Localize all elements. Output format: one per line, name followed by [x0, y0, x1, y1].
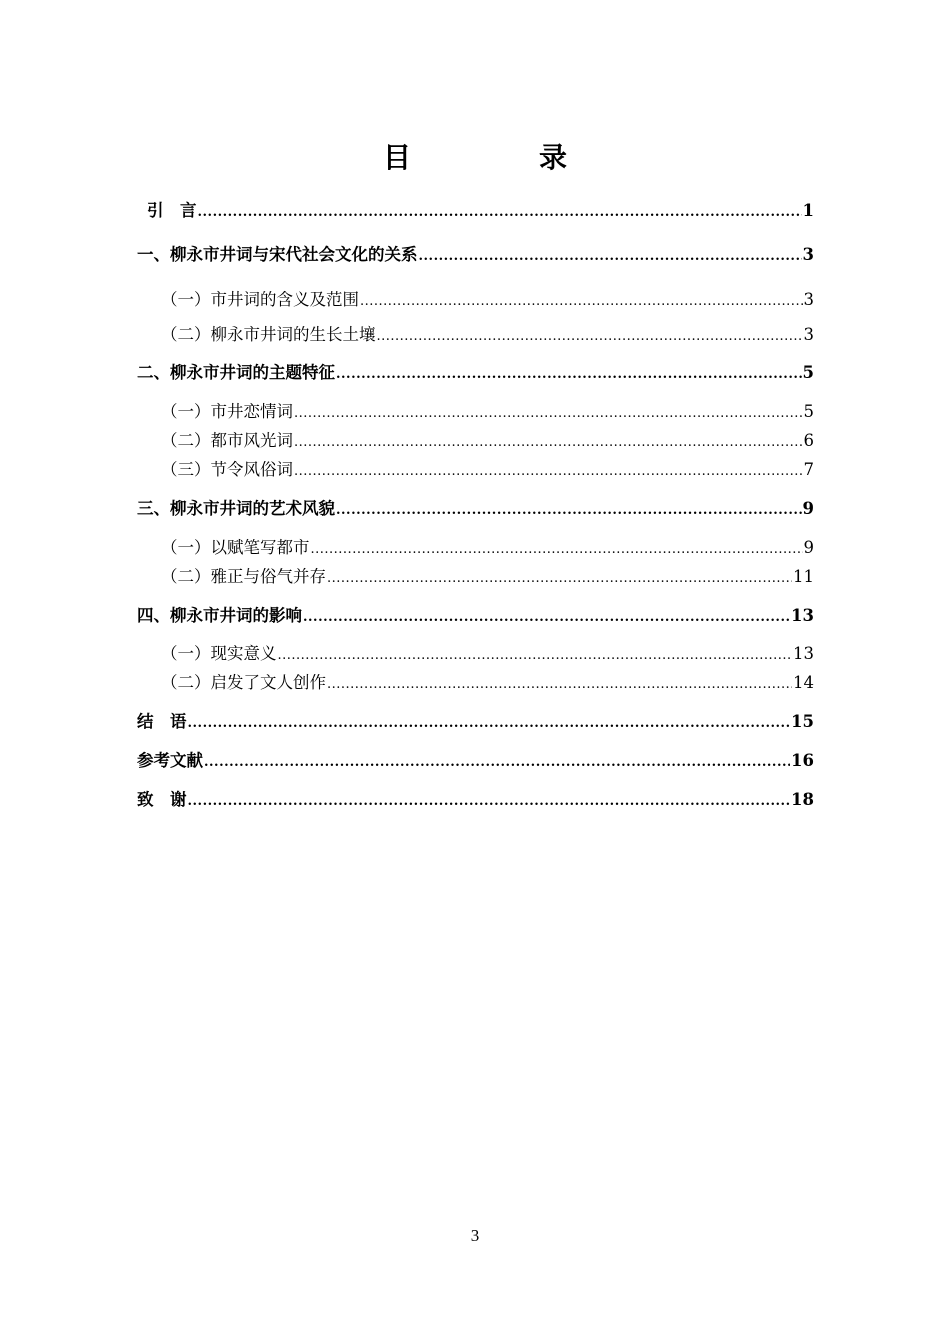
toc-entry-number: （一） — [161, 644, 211, 663]
toc-entry-chapter-2[interactable] — [137, 359, 814, 383]
toc-entry-label: 结 语 — [137, 712, 187, 731]
toc-leader-dots — [360, 294, 803, 309]
toc-leader-dots — [294, 406, 803, 421]
toc-entry-number: （二） — [161, 325, 211, 344]
toc-entry-label: 都市风光词 — [210, 431, 293, 450]
toc-entry-label: 现实意义 — [210, 644, 277, 663]
toc-entry-section-4-2[interactable] — [137, 669, 814, 693]
page-number: 3 — [470, 1226, 480, 1245]
toc-entry-section-1-2[interactable] — [137, 321, 814, 345]
toc-entry-label: 市井词的含义及范围 — [210, 290, 359, 309]
toc-entry-chapter-4[interactable] — [137, 602, 814, 626]
toc-page-number: 5 — [802, 363, 814, 382]
toc-page-number: 1 — [802, 201, 814, 220]
toc-leader-dots — [278, 648, 793, 663]
toc-entry-label: 以赋笔写都市 — [210, 538, 310, 557]
toc-entry-conclusion[interactable] — [137, 708, 814, 732]
toc-leader-dots — [204, 755, 790, 770]
toc-leader-dots — [188, 794, 791, 809]
toc-entry-references[interactable] — [137, 747, 814, 771]
toc-entry-label: 四、柳永市井词的影响 — [137, 606, 302, 625]
toc-page-number: 9 — [802, 499, 814, 518]
toc-leader-dots — [294, 435, 803, 450]
toc-leader-dots — [294, 464, 803, 479]
toc-leader-dots — [336, 503, 802, 518]
toc-entry-section-1-1[interactable] — [137, 286, 814, 310]
toc-entry-label: 雅正与俗气并存 — [210, 567, 326, 586]
toc-page-number: 9 — [803, 538, 814, 557]
toc-entry-label: 二、柳永市井词的主题特征 — [137, 363, 335, 382]
toc-page-number: 13 — [791, 606, 814, 625]
toc-page-number: 3 — [802, 245, 814, 264]
toc-entry-section-3-1[interactable] — [137, 534, 814, 558]
toc-leader-dots — [419, 249, 802, 264]
toc-leader-dots — [336, 367, 802, 382]
toc-entry-label: 参考文献 — [137, 751, 203, 770]
toc-entry-chapter-1[interactable] — [137, 241, 814, 265]
toc-entry-intro[interactable] — [137, 197, 814, 221]
toc-page-number: 16 — [791, 751, 814, 770]
toc-entry-label: 柳永市井词的生长土壤 — [210, 325, 376, 344]
toc-entry-label: 节令风俗词 — [210, 460, 293, 479]
toc-entry-number: （二） — [161, 567, 211, 586]
toc-entry-label: 一、柳永市井词与宋代社会文化的关系 — [137, 245, 418, 264]
toc-leader-dots — [377, 329, 803, 344]
toc-page-number: 13 — [793, 644, 814, 663]
toc-leader-dots — [198, 205, 802, 220]
toc-page-number: 3 — [803, 325, 814, 344]
toc-entry-number: （一） — [161, 402, 211, 421]
toc-entry-section-2-2[interactable] — [137, 427, 814, 451]
toc-page-number: 6 — [803, 431, 814, 450]
toc-leader-dots — [327, 571, 792, 586]
toc-leader-dots — [188, 716, 791, 731]
toc-entry-label: 致 谢 — [137, 790, 187, 809]
toc-entry-acknowledgements[interactable] — [137, 786, 814, 810]
toc-page-number: 15 — [791, 712, 814, 731]
toc-leader-dots — [303, 610, 790, 625]
toc-entry-number: （三） — [161, 460, 211, 479]
toc-page-number: 14 — [793, 673, 814, 692]
toc-page-number: 7 — [803, 460, 814, 479]
toc-page-number: 5 — [803, 402, 814, 421]
toc-leader-dots — [311, 542, 803, 557]
toc-entry-label: 引 言 — [147, 201, 197, 220]
toc-entry-section-4-1[interactable] — [137, 640, 814, 664]
toc-entry-label: 三、柳永市井词的艺术风貌 — [137, 499, 335, 518]
toc-entry-section-2-1[interactable] — [137, 398, 814, 422]
toc-entry-chapter-3[interactable] — [137, 495, 814, 519]
toc-entry-number: （二） — [161, 431, 211, 450]
toc-leader-dots — [327, 677, 792, 692]
toc-entry-number: （一） — [161, 538, 211, 557]
toc-entry-label: 市井恋情词 — [210, 402, 293, 421]
toc-entry-section-2-3[interactable] — [137, 456, 814, 480]
toc-entry-number: （一） — [161, 290, 211, 309]
toc-page-number: 3 — [803, 290, 814, 309]
toc-entry-section-3-2[interactable] — [137, 563, 814, 587]
toc-entry-number: （二） — [161, 673, 211, 692]
toc-entry-label: 启发了文人创作 — [210, 673, 326, 692]
toc-page-number: 11 — [793, 567, 814, 586]
toc-title: 目 录 — [382, 141, 617, 174]
toc-page-number: 18 — [791, 790, 814, 809]
